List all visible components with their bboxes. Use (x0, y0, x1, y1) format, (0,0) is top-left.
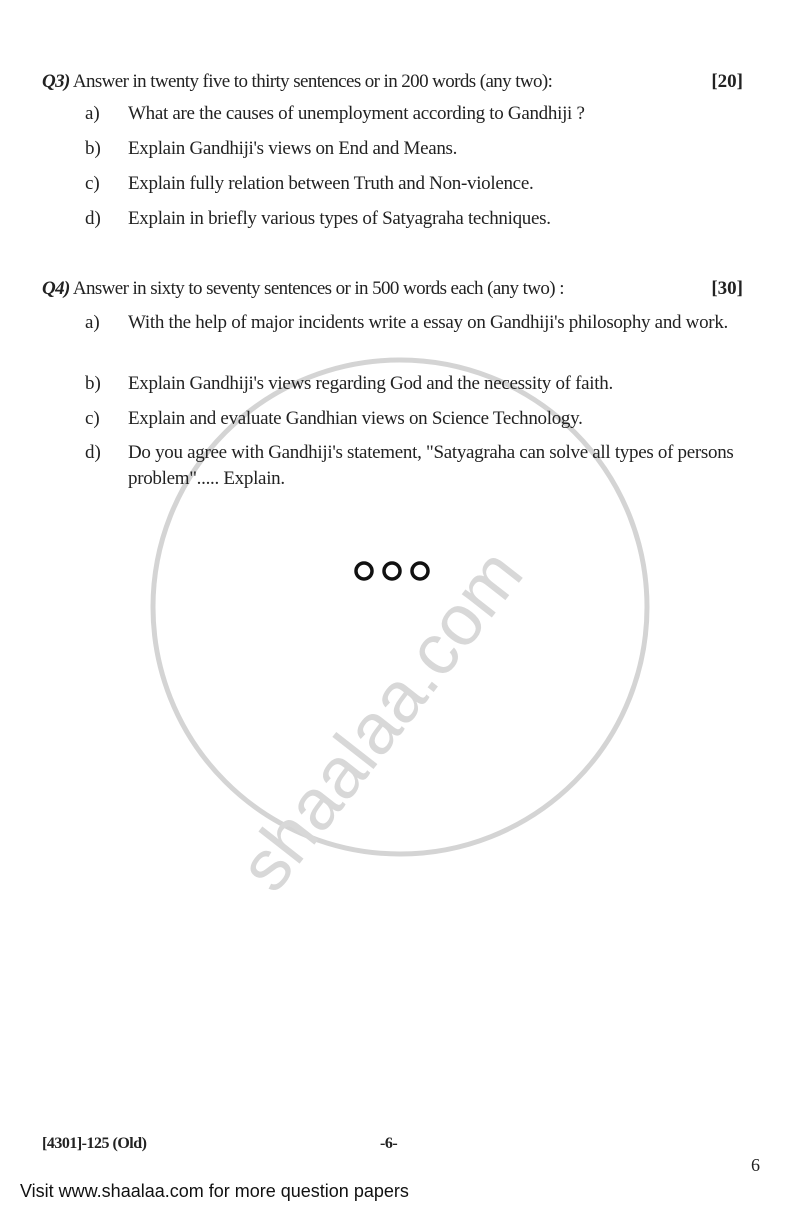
item-text: Explain Gandhiji's views on End and Means. (128, 138, 458, 159)
end-marker-icon (356, 563, 428, 579)
visit-link[interactable]: Visit www.shaalaa.com for more question papers (20, 1181, 409, 1201)
item-label: c) (85, 408, 100, 429)
question-label: Q3) (42, 71, 70, 92)
page-number: 6 (751, 1155, 760, 1175)
question-marks: [20] (711, 71, 743, 92)
item-text: Do you agree with Gandhiji's statement, "Satyagraha can solve all types of persons problem"..... Explain. (128, 442, 734, 489)
question-marks: [30] (711, 278, 743, 299)
watermark-text: shaalaa.com (223, 534, 539, 906)
watermark-circle (153, 360, 647, 854)
page-marker: -6- (380, 1135, 398, 1152)
question-instruction: Answer in sixty to seventy sentences or in 500 words each (any two) : (72, 278, 564, 299)
item-text: What are the causes of unemployment according to Gandhiji ? (128, 103, 585, 124)
item-label: d) (85, 208, 101, 229)
item-label: b) (85, 373, 101, 394)
item-label: b) (85, 138, 101, 159)
question-label: Q4) (42, 278, 70, 299)
question-instruction: Answer in twenty five to thirty sentences or in 200 words (any two): (72, 71, 553, 92)
item-label: d) (85, 442, 101, 463)
item-text: Explain Gandhiji's views regarding God and the necessity of faith. (128, 373, 613, 394)
item-text: Explain fully relation between Truth and Non-violence. (128, 173, 534, 194)
item-label: a) (85, 312, 100, 333)
item-label: c) (85, 173, 100, 194)
item-label: a) (85, 103, 100, 124)
item-text: With the help of major incidents write a essay on Gandhiji's philosophy and work. (128, 312, 728, 333)
item-text: Explain and evaluate Gandhian views on Science Technology. (128, 408, 583, 429)
paper-code: [4301]-125 (Old) (42, 1135, 147, 1152)
item-text: Explain in briefly various types of Satyagraha techniques. (128, 208, 551, 229)
